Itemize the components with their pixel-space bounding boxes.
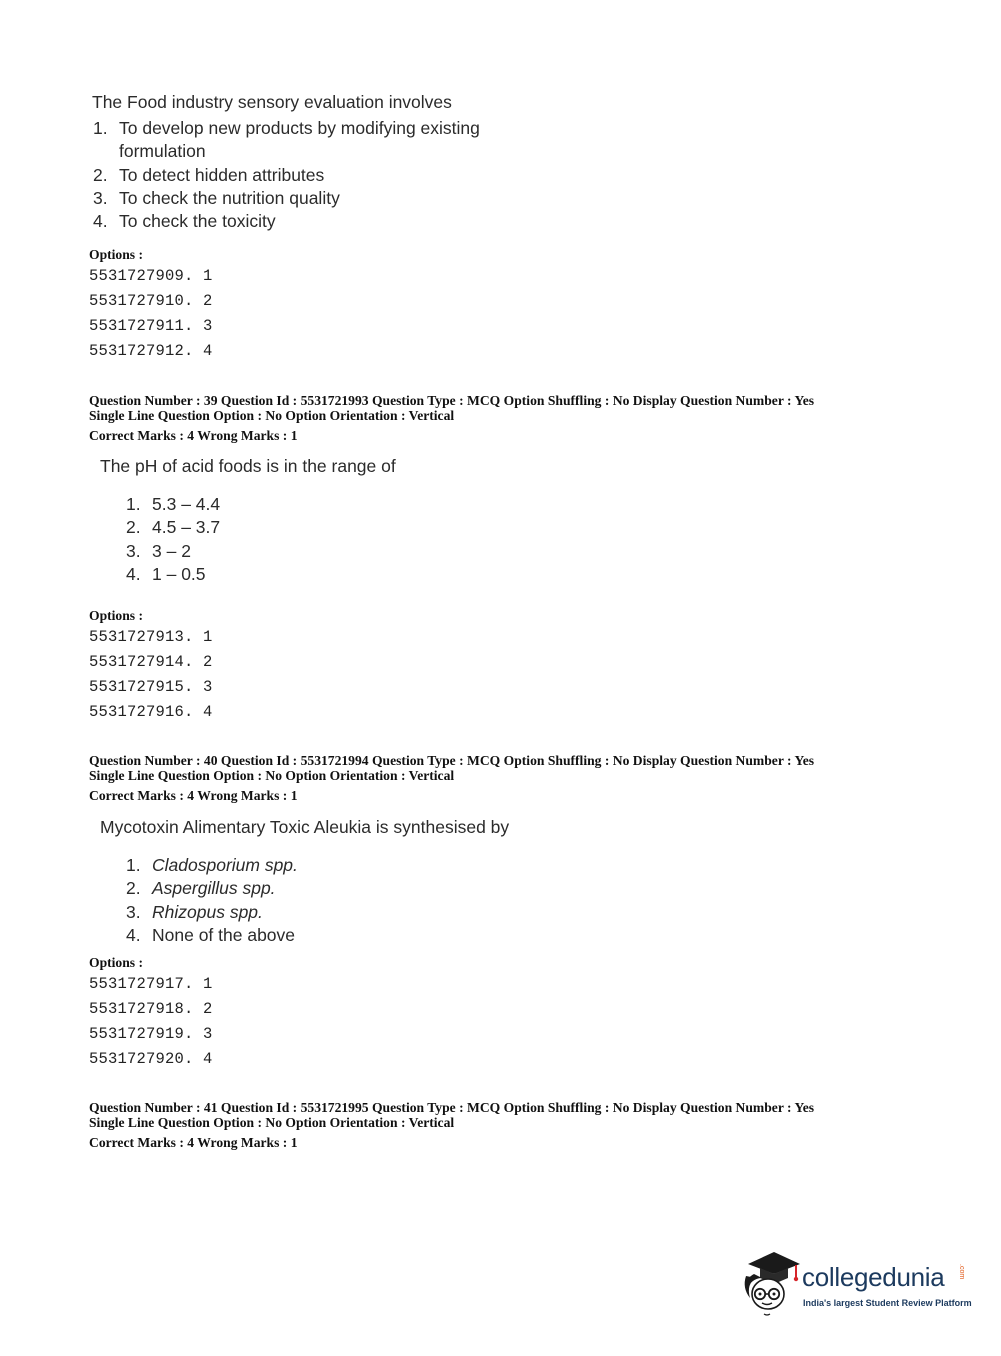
collegedunia-logo[interactable] bbox=[740, 1248, 970, 1320]
question-meta-line: Single Line Question Option : No Option Orientation : Vertical bbox=[89, 768, 455, 783]
option-id: 5531727918. 2 bbox=[89, 1000, 213, 1018]
option-id: 5531727916. 4 bbox=[89, 703, 213, 721]
option-id: 5531727917. 1 bbox=[89, 975, 213, 993]
question-marks: Correct Marks : 4 Wrong Marks : 1 bbox=[89, 1135, 298, 1150]
question-meta-line: Single Line Question Option : No Option Orientation : Vertical bbox=[89, 1115, 455, 1130]
question-meta-line: Question Number : 39 Question Id : 5531721993 Question Type : MCQ Option Shuffling : No Display Question Number : Yes bbox=[89, 393, 815, 408]
choice-item: 1. Cladosporium spp. bbox=[126, 855, 298, 875]
option-id: 5531727909. 1 bbox=[89, 267, 213, 285]
option-id: 5531727913. 1 bbox=[89, 628, 213, 646]
choice-item: 4. To check the toxicity bbox=[93, 211, 276, 232]
option-id: 5531727910. 2 bbox=[89, 292, 213, 310]
choice-item: 1. To develop new products by modifying existing bbox=[93, 118, 480, 138]
option-id: 5531727915. 3 bbox=[89, 678, 213, 696]
choice-item: 4. 1 – 0.5 bbox=[126, 563, 206, 584]
options-label: Options : bbox=[89, 955, 144, 970]
question-choices bbox=[126, 854, 298, 947]
option-id: 5531727912. 4 bbox=[89, 342, 213, 360]
option-id: 5531727914. 2 bbox=[89, 653, 213, 671]
question-marks: Correct Marks : 4 Wrong Marks : 1 bbox=[89, 428, 298, 443]
choice-item: 3. To check the nutrition quality bbox=[93, 187, 340, 208]
question-stem: The pH of acid foods is in the range of bbox=[100, 456, 396, 476]
choice-item: 2. 4.5 – 3.7 bbox=[126, 517, 221, 538]
question-stem: Mycotoxin Alimentary Toxic Aleukia is synthesised by bbox=[100, 817, 510, 837]
choice-item: 3. 3 – 2 bbox=[126, 540, 191, 561]
options-label: Options : bbox=[89, 247, 144, 262]
question-choices bbox=[126, 493, 220, 586]
options-label: Options : bbox=[89, 608, 144, 623]
choice-item: 2. To detect hidden attributes bbox=[93, 164, 325, 185]
choice-item: 1. 5.3 – 4.4 bbox=[126, 494, 221, 514]
choice-item: 4. None of the above bbox=[126, 924, 296, 945]
option-id: 5531727920. 4 bbox=[89, 1050, 213, 1068]
option-id: 5531727919. 3 bbox=[89, 1025, 213, 1043]
question-choices bbox=[93, 117, 480, 233]
choice-item: 2. Aspergillus spp. bbox=[126, 878, 276, 899]
question-stem: The Food industry sensory evaluation involves bbox=[92, 92, 452, 112]
mascot-icon bbox=[740, 1248, 802, 1318]
choice-item: 3. Rhizopus spp. bbox=[126, 901, 263, 922]
logo-domain-suffix: .com bbox=[958, 1264, 965, 1280]
question-meta-line: Question Number : 41 Question Id : 5531721995 Question Type : MCQ Option Shuffling : No Display Question Number : Yes bbox=[89, 1100, 815, 1115]
option-id: 5531727911. 3 bbox=[89, 317, 213, 335]
question-meta-line: Single Line Question Option : No Option Orientation : Vertical bbox=[89, 408, 455, 423]
logo-tagline: India's largest Student Review Platform bbox=[803, 1298, 972, 1308]
logo-wordmark: collegedunia bbox=[802, 1262, 945, 1292]
question-meta-line: Question Number : 40 Question Id : 5531721994 Question Type : MCQ Option Shuffling : No Display Question Number : Yes bbox=[89, 753, 815, 768]
choice-item: formulation bbox=[119, 141, 206, 162]
question-marks: Correct Marks : 4 Wrong Marks : 1 bbox=[89, 788, 298, 803]
